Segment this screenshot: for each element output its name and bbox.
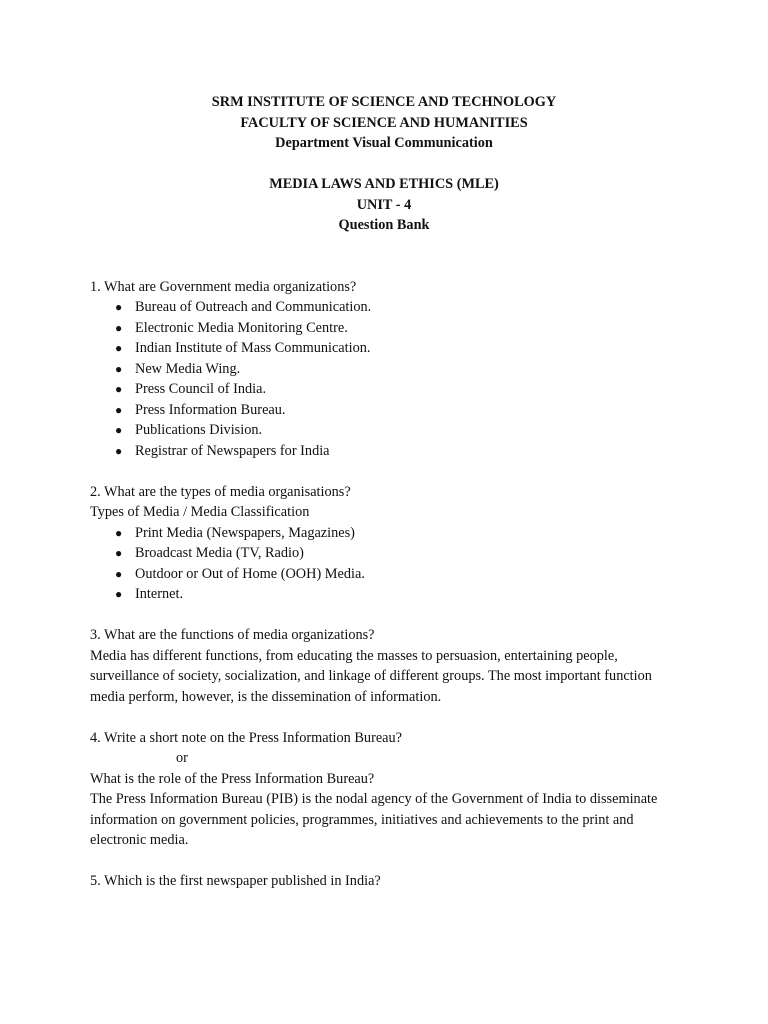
- bullet-icon: ●: [115, 587, 123, 601]
- document-header: [90, 92, 678, 236]
- question-2-list: [90, 523, 678, 605]
- question-1-text: 1. What are Government media organizations?: [90, 278, 357, 295]
- list-item: ● Print Media (Newspapers, Magazines): [115, 523, 678, 544]
- question-4: [90, 728, 678, 851]
- list-item: ● New Media Wing.: [115, 359, 678, 380]
- question-2: [90, 482, 678, 605]
- list-item: ● Bureau of Outreach and Communication.: [115, 297, 678, 318]
- list-item: ● Outdoor or Out of Home (OOH) Media.: [115, 564, 678, 585]
- bullet-icon: ●: [115, 300, 123, 314]
- document-type: Question Bank: [338, 217, 430, 233]
- bullet-icon: ●: [115, 320, 123, 335]
- unit-label: UNIT - 4: [356, 196, 412, 213]
- bullet-icon: ●: [115, 382, 123, 396]
- list-item: ● Broadcast Media (TV, Radio): [115, 543, 678, 564]
- bullet-icon: ●: [115, 423, 123, 437]
- list-item: ● Internet.: [115, 584, 678, 605]
- question-4-alt-text: What is the role of the Press Information Bureau?: [90, 770, 375, 787]
- department-name: Department Visual Communication: [275, 135, 493, 151]
- list-item: ● Publications Division.: [115, 420, 678, 441]
- question-4-answer: The Press Information Bureau (PIB) is the nodal agency of the Government of India to disseminate information on government policies, programmes, initiatives and achievements to the print and electronic media.: [90, 791, 658, 848]
- question-5: [90, 871, 678, 892]
- bullet-icon: ●: [115, 341, 123, 355]
- question-4-text: 4. Write a short note on the Press Information Bureau?: [90, 729, 403, 746]
- list-item: ● Electronic Media Monitoring Centre.: [115, 318, 678, 339]
- question-2-intro: Types of Media / Media Classification: [90, 504, 310, 520]
- question-3: [90, 625, 678, 707]
- list-item: ● Press Council of India.: [115, 379, 678, 400]
- institute-name: SRM INSTITUTE OF SCIENCE AND TECHNOLOGY: [211, 94, 557, 110]
- list-item: ● Indian Institute of Mass Communication.: [115, 338, 678, 359]
- list-item: ● Press Information Bureau.: [115, 400, 678, 421]
- bullet-icon: ●: [115, 402, 123, 417]
- question-1-list: [90, 297, 678, 461]
- question-1: [90, 277, 678, 462]
- bullet-icon: ●: [115, 443, 123, 458]
- question-2-text: 2. What are the types of media organisations?: [90, 483, 351, 500]
- question-3-text: 3. What are the functions of media organizations?: [90, 627, 375, 643]
- course-title: MEDIA LAWS AND ETHICS (MLE): [269, 176, 499, 192]
- bullet-icon: ●: [115, 361, 123, 376]
- question-5-text: 5. Which is the first newspaper published in India?: [90, 873, 381, 889]
- question-4-or: or: [176, 750, 188, 766]
- bullet-icon: ●: [115, 566, 123, 581]
- bullet-icon: ●: [115, 525, 123, 540]
- bullet-icon: ●: [115, 546, 123, 560]
- list-item: ● Registrar of Newspapers for India: [115, 441, 678, 462]
- faculty-name: FACULTY OF SCIENCE AND HUMANITIES: [240, 114, 528, 131]
- question-3-answer: Media has different functions, from educating the masses to persuasion, entertaining people, surveillance of society, socialization, and linkage of different groups. The most important function media perform, however, is the dissemination of information.: [90, 647, 652, 705]
